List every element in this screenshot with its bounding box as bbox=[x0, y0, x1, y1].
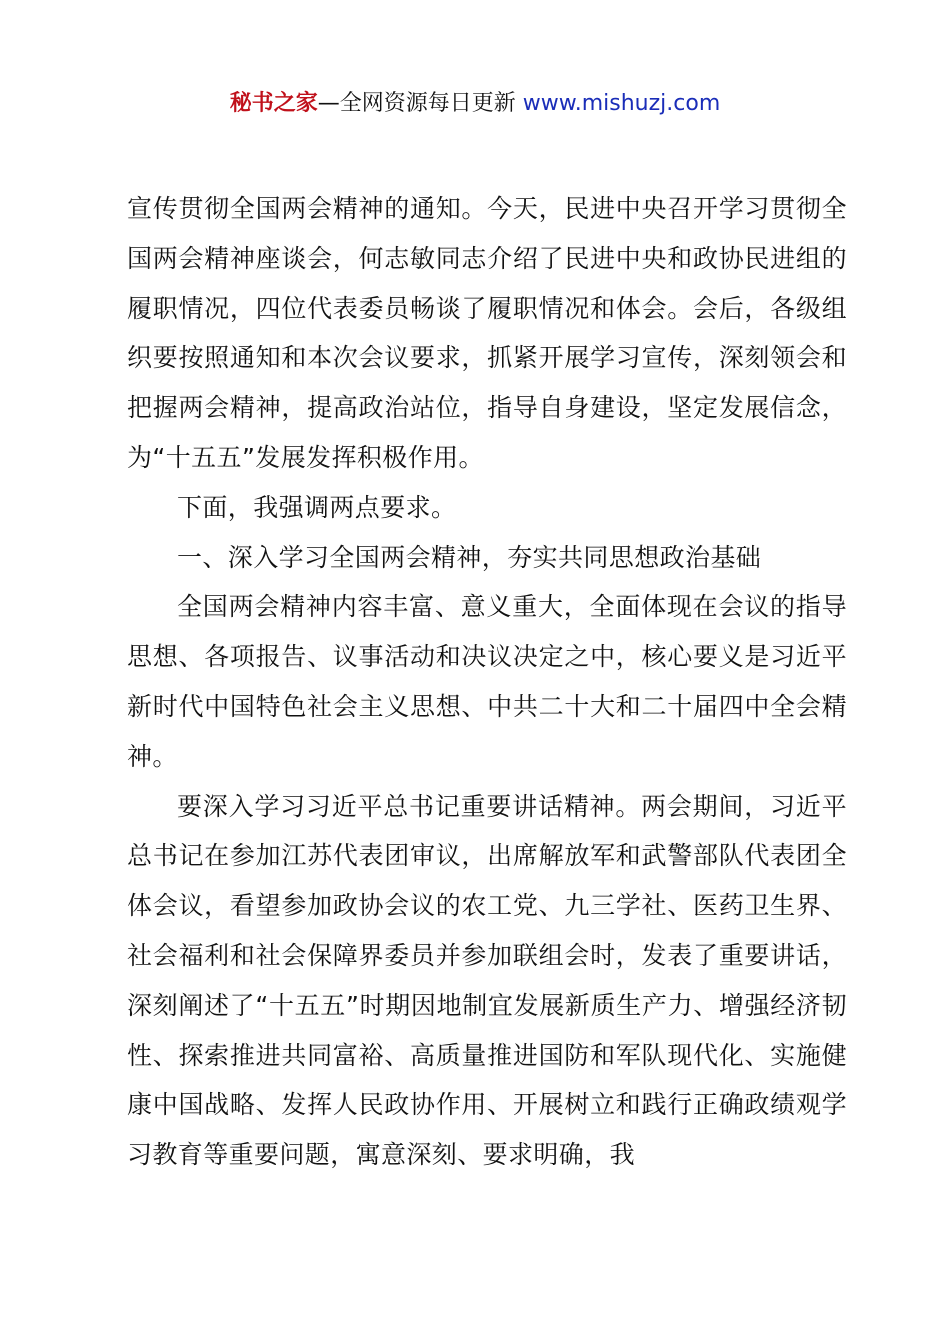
paragraph: 要深入学习习近平总书记重要讲话精神。两会期间，习近平总书记在参加江苏代表团审议，出席解放军和武警部队代表团全体会议，看望参加政协会议的农工党、九三学社、医药卫生界、社会福利和社会保障界委员并参加联组会时，发表了重要讲话，深刻阐述了“十五五”时期因地制宜发展新质生产力、增强经济韧性、探索推进共同富裕、高质量推进国防和军队现代化、实施健康中国战略、发挥人民政协作用、开展树立和践行正确政绩观学习教育等重要问题，寓意深刻、要求明确，我 bbox=[127, 791, 847, 1170]
paragraph: 下面，我强调两点要求。 bbox=[177, 492, 457, 522]
page-header bbox=[0, 88, 950, 120]
brand-name: 秘书之家 bbox=[229, 91, 318, 116]
site-url-link[interactable]: www.mishuzj.com bbox=[522, 91, 721, 116]
document-body bbox=[127, 184, 847, 1180]
paragraph: 宣传贯彻全国两会精神的通知。今天，民进中央召开学习贯彻全国两会精神座谈会，何志敏同志介绍了民进中央和政协民进组的履职情况，四位代表委员畅谈了履职情况和体会。会后，各级组织要按照通知和本次会议要求，抓紧开展学习宣传，深刻领会和把握两会精神，提高政治站位，指导自身建设，坚定发展信念，为“十五五”发展发挥积极作用。 bbox=[127, 194, 847, 472]
section-heading: 一、深入学习全国两会精神，夯实共同思想政治基础 bbox=[177, 542, 762, 572]
header-tagline: —全网资源每日更新 bbox=[317, 91, 516, 116]
paragraph: 全国两会精神内容丰富、意义重大，全面体现在会议的指导思想、各项报告、议事活动和决议决定之中，核心要义是习近平新时代中国特色社会主义思想、中共二十大和二十届四中全会精神。 bbox=[127, 592, 847, 771]
